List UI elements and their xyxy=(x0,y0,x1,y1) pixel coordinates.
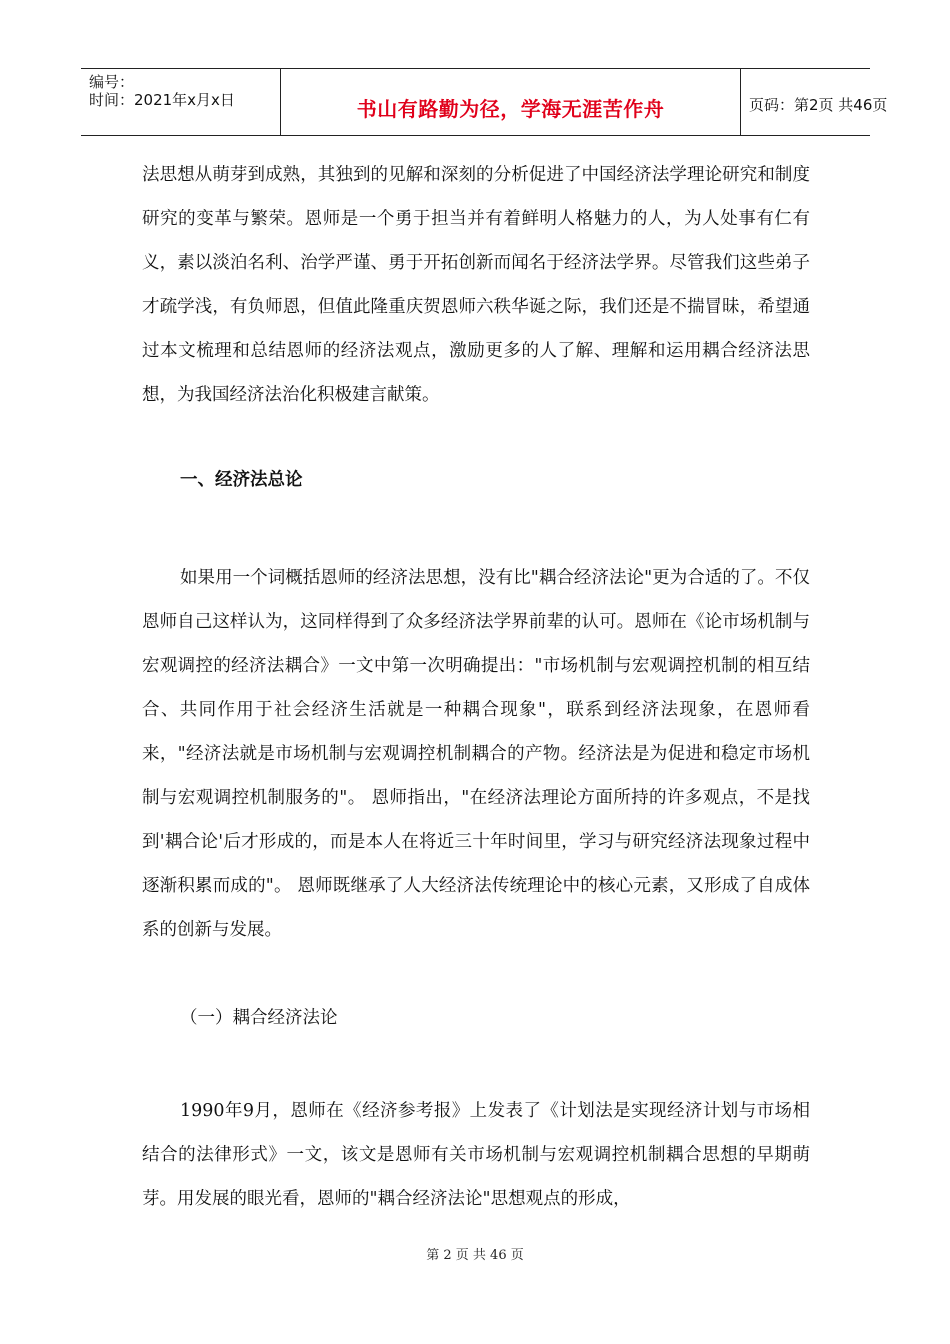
page-footer: 第 2 页 共 46 页 xyxy=(426,1248,524,1263)
paragraph-coupling-origin: 1990年9月，恩师在《经济参考报》上发表了《计划法是实现经济计划与市场相结合的法律形式》一文，该文是恩师有关市场机制与宏观调控机制耦合思想的早期萌芽。用发展的眼光看，恩师的"耦合经济法论"思想观点的形成， xyxy=(142,1101,810,1209)
date-label: 时间：2021年x月x日 xyxy=(89,91,235,109)
header-motto: 书山有路勤为径，学海无涯苦作舟 xyxy=(356,97,665,121)
paragraph-intro: 法思想从萌芽到成熟，其独到的见解和深刻的分析促进了中国经济法学理论研究和制度研究的变革与繁荣。恩师是一个勇于担当并有着鲜明人格魅力的人，为人处事有仁有义，素以淡泊名利、治学严谨、勇于开拓创新而闻名于经济法学界。尽管我们这些弟子才疏学浅，有负师恩，但值此隆重庆贺恩师六秩华诞之际，我们还是不揣冒昧，希望通过本文梳理和总结恩师的经济法观点，激励更多的人了解、理解和运用耦合经济法思想，为我国经济法治化积极建言献策。 xyxy=(142,165,810,405)
header-motto-cell xyxy=(281,69,741,135)
serial-number-label: 编号： xyxy=(89,73,135,91)
document-header xyxy=(81,68,888,136)
subsection-heading-coupling: （一）耦合经济法论 xyxy=(180,1008,338,1028)
header-meta-cell xyxy=(81,69,281,135)
header-page-info: 页码：第2页 共46页 xyxy=(749,96,888,114)
section-heading-general: 一、经济法总论 xyxy=(180,470,303,490)
header-page-cell xyxy=(741,69,888,135)
paragraph-coupling-overview: 如果用一个词概括恩师的经济法思想，没有比"耦合经济法论"更为合适的了。不仅恩师自己这样认为，这同样得到了众多经济法学界前辈的认可。恩师在《论市场机制与宏观调控的经济法耦合》一文中第一次明确提出："市场机制与宏观调控机制的相互结合、共同作用于社会经济生活就是一种耦合现象"，联系到经济法现象，在恩师看来，"经济法就是市场机制与宏观调控机制耦合的产物。经济法是为促进和稳定市场机制与宏观调控机制服务的"。 恩师指出，"在经济法理论方面所持的许多观点，不是找到'耦合论'后才形成的，而是本人在将近三十年时间里，学习与研究经济法现象过程中逐渐积累而成的"。 恩师既继承了人大经济法传统理论中的核心元素，又形成了自成体系的创新与发展。 xyxy=(142,568,810,940)
